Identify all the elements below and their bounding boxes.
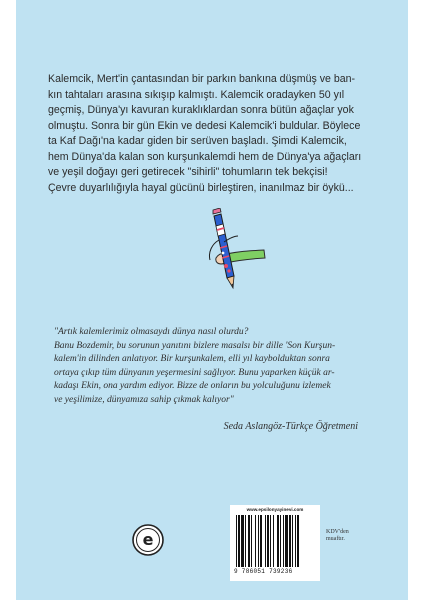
barcode-bar <box>245 515 246 567</box>
tax-note-line: KDV'den <box>326 529 349 535</box>
publisher-logo <box>132 524 164 561</box>
barcode-bar <box>238 515 240 567</box>
blurb-line: ve yeşil doğayı geri getirecek "sihirli" tohumların tek bekçisi! <box>48 166 328 178</box>
barcode-bar <box>283 515 284 567</box>
barcode-bar <box>277 515 279 567</box>
barcode-bar <box>255 515 256 567</box>
blurb-line: ta Kaf Dağı'na kadar giden bir serüven başladı. Şimdi Kalemcik, <box>48 135 347 147</box>
publisher-website: www.epsilonyayinevi.com <box>246 507 304 512</box>
barcode-bar <box>236 515 237 567</box>
barcode-bar <box>280 515 281 567</box>
review-quote <box>54 326 374 408</box>
blurb-line: Çevre duyarlılığıyla hayal gücünü birleştiren, inanılmaz bir öykü... <box>48 181 354 194</box>
barcode-bar <box>265 515 266 567</box>
barcode-bar <box>295 515 296 567</box>
quote-line: kalem'in dilinden anlatıyor. Bir kurşunkalem, elli yıl kaybolduktan sonra <box>54 354 330 365</box>
pencil-character-illustration <box>190 208 268 305</box>
barcode-bar <box>285 515 288 567</box>
quote-line: kadaşı Ekin, ona yardım ediyor. Bizze de onların bu yolculuğunu izlemek <box>54 381 331 392</box>
barcode-bar <box>241 515 244 567</box>
quote-line: Banu Bozdemir, bu sorunun yanıtını bizlere masalsı bir dille 'Son Kurşun- <box>54 340 336 351</box>
blurb-line: geçmiş, Dünya'yı kavuran kuraklıklardan sonra bütün ağaçlar yok <box>48 104 354 116</box>
barcode-bars <box>236 515 314 567</box>
isbn-barcode <box>230 505 320 581</box>
isbn-number: 9 786051 739236 <box>234 568 293 575</box>
blurb-line: Kalemcik, Mert'in çantasından bir parkın bankına düşmüş ve ban- <box>48 73 356 85</box>
barcode-bar <box>292 515 293 567</box>
blurb-line: olmuştu. Sonra bir gün Ekin ve dedesi Kalemcik'i buldular. Böylece <box>48 119 361 132</box>
blurb-text <box>48 72 374 196</box>
barcode-bar <box>270 515 271 567</box>
barcode-bar <box>248 515 250 567</box>
barcode-bar <box>260 515 262 567</box>
quote-line: "Artık kalemlerimiz olmasaydı dünya nasıl olurdu? <box>54 327 249 337</box>
barcode-bar <box>258 515 259 567</box>
quote-author: Seda Aslangöz-Türkçe Öğretmeni <box>223 421 358 432</box>
barcode-bar <box>297 515 299 567</box>
tax-note-line: muaftır. <box>326 536 345 542</box>
logo-letter: e <box>142 530 154 549</box>
barcode-bar <box>289 515 291 567</box>
quote-line: ortaya çıkıp tüm dünyanın yeşermesini sağlıyor. Bunu yaparken küçük ar- <box>54 367 335 378</box>
tax-note <box>326 529 349 543</box>
barcode-bar <box>267 515 269 567</box>
barcode-bar <box>251 515 252 567</box>
barcode-bar <box>273 515 274 567</box>
blurb-line: kın tahtaları arasına sıkışıp kalmıştı. Kalemcik oradayken 50 yıl <box>48 88 345 101</box>
quote-line: ve yeşilimize, dünyamıza sahip çıkmak kalıyor" <box>54 394 234 405</box>
back-cover <box>16 0 408 600</box>
blurb-line: hem Dünya'da kalan son kurşunkalemdi hem de Dünya'ya ağaçları <box>48 150 362 163</box>
